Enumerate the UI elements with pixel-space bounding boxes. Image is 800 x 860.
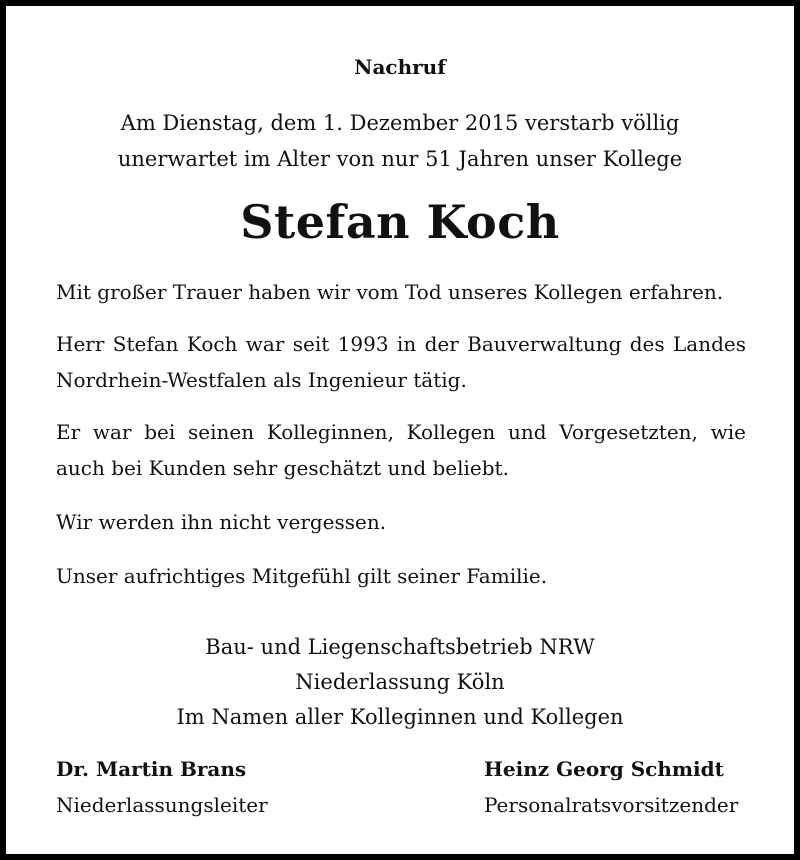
intro-line-1: Am Dienstag, dem 1. Dezember 2015 verstarb völlig — [120, 111, 680, 135]
organization-on-behalf: Im Namen aller Kolleginnen und Kollegen — [176, 705, 624, 729]
paragraph-appreciation: Er war bei seinen Kolleginnen, Kollegen und Vorgesetzten, wie auch bei Kunden sehr geschätzt und beliebt. — [56, 420, 746, 480]
notice-heading: Nachruf — [354, 55, 446, 79]
signatory-role: Personalratsvorsitzender — [484, 793, 739, 817]
paragraph-grief: Mit großer Trauer haben wir vom Tod unseres Kollegen erfahren. — [56, 280, 724, 304]
signatory-right — [484, 754, 738, 820]
paragraph-remembrance: Wir werden ihn nicht vergessen. — [56, 510, 387, 534]
signatory-role: Niederlassungsleiter — [56, 793, 268, 817]
organization-name: Bau- und Liegenschaftsbetrieb NRW — [205, 635, 595, 659]
paragraph-career: Herr Stefan Koch war seit 1993 in der Bauverwaltung des Landes Nordrhein-Westfalen als Ingenieur tätig. — [56, 332, 746, 392]
deceased-name: Stefan Koch — [240, 195, 560, 249]
signatory-name: Dr. Martin Brans — [56, 757, 247, 781]
signatory-name: Heinz Georg Schmidt — [484, 757, 724, 781]
paragraph-condolence: Unser aufrichtiges Mitgefühl gilt seiner Familie. — [56, 564, 548, 588]
signatory-left — [56, 754, 268, 820]
organization-branch: Niederlassung Köln — [295, 670, 505, 694]
intro-line-2: unerwartet im Alter von nur 51 Jahren unser Kollege — [117, 147, 683, 171]
